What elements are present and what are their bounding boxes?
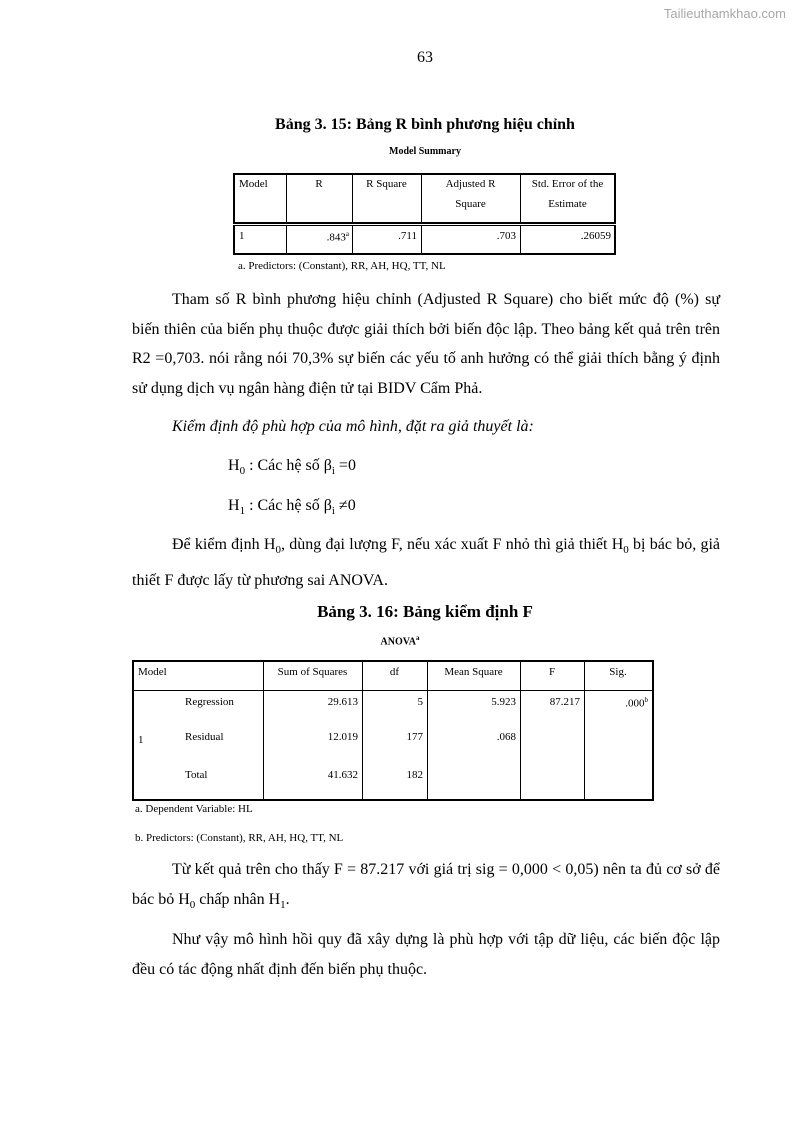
anova-regression-df: 5 (417, 696, 423, 708)
header-r-square: R Square (366, 178, 407, 190)
table1-title: Model Summary (389, 146, 461, 157)
anova-regression-sig: .000$^b$ (625, 696, 648, 710)
anova-residual-sum-squares: 12.019 (327, 731, 358, 743)
anova-header-f: F (548, 666, 556, 678)
page-number: 63 (417, 49, 433, 66)
paragraph-f-test: Để kiểm định $H_0$, dùng đại lượng F, nếu xác xuất F nhỏ thì giả thiết $H_0$ bị bác bỏ, giả thiết F được lấy từ phương sai ANOVA. (132, 536, 721, 589)
anova-row-total: Total (185, 769, 208, 781)
hypothesis-h0: $H_0$ : Các hệ số $\beta_i =0$ (228, 457, 356, 478)
hypothesis-h1: $H_1$ : Các hệ số $\beta_i \ne 0$ (228, 497, 356, 518)
paragraph-adjusted-r: Tham số R bình phương hiệu chỉnh (Adjusted R Square) cho biết mức độ (%) sự biến thiên của biến phụ thuộc được giải thích bởi biến độc lập. Theo bảng kết quả trên trên R2 =0,703. nói rằng nói 70,3% sự biến các yếu tố anh hưởng có thể giải thích bằng ý định sử dụng dịch vụ ngân hàng điện tử tại BIDV Cẩm Phả. (132, 291, 720, 397)
table1-note: a. Predictors: (Constant), RR, AH, HQ, TT, NL (238, 260, 446, 272)
cell-model: 1 (239, 230, 245, 242)
anova-regression-mean-square: 5.923 (491, 696, 516, 708)
watermark: Tailieuthamkhao.com (663, 6, 786, 21)
anova-total-df: 182 (406, 769, 423, 781)
header-std-error-2: Estimate (548, 198, 587, 210)
paragraph-hypothesis-intro: Kiểm định độ phù hợp của mô hình, đặt ra giả thuyết là: (172, 418, 534, 435)
anova-residual-mean-square: .068 (496, 731, 516, 743)
cell-r-square: .711 (398, 230, 417, 242)
header-std-error: Std. Error of the (531, 178, 604, 190)
table2-caption: Bảng 3. 16: Bảng kiểm định F (317, 602, 533, 621)
anova-row-residual: Residual (185, 731, 224, 743)
cell-std-error: .26059 (580, 230, 611, 242)
header-adjusted-r-2: Square (455, 198, 486, 210)
model-summary-table-row (233, 225, 616, 255)
anova-header-model: Model (138, 666, 167, 678)
anova-regression-f: 87.217 (549, 696, 580, 708)
anova-residual-df: 177 (406, 731, 423, 743)
model-summary-table-header (233, 173, 616, 224)
anova-header-df: df (389, 666, 400, 678)
table1-caption: Bảng 3. 15: Bảng R bình phương hiệu chỉnh (275, 116, 575, 133)
anova-total-sum-squares: 41.632 (327, 769, 358, 781)
header-model: Model (239, 178, 268, 190)
paragraph-f-result: Từ kết quả trên cho thấy F = 87.217 với giá trị sig = 0,000 < 0,05) nên ta đủ cơ sở để bác bỏ $H_0$ chấp nhân $H_1$. (132, 861, 720, 911)
table2-title: ANOVA$^a$ (380, 634, 420, 648)
table2-note-a: a. Dependent Variable: HL (135, 803, 253, 815)
anova-header-sum-squares: Sum of Squares (277, 666, 348, 678)
anova-model-number: 1 (138, 734, 144, 746)
header-r: R (315, 178, 323, 190)
cell-adjusted-r-square: .703 (496, 230, 516, 242)
table2-note-b: b. Predictors: (Constant), RR, AH, HQ, TT, NL (135, 832, 344, 844)
anova-regression-sum-squares: 29.613 (327, 696, 358, 708)
anova-header-sig: Sig. (609, 666, 627, 678)
anova-row-regression: Regression (185, 696, 234, 708)
paragraph-conclusion: Như vậy mô hình hồi quy đã xây dựng là phù hợp với tập dữ liệu, các biến độc lập đều có tác động nhất định đến biến phụ thuộc. (132, 931, 720, 978)
header-adjusted-r: Adjusted R (445, 178, 496, 190)
cell-r: .843$^a$ (326, 230, 349, 244)
anova-table (132, 660, 654, 801)
anova-header-mean-square: Mean Square (444, 666, 503, 678)
